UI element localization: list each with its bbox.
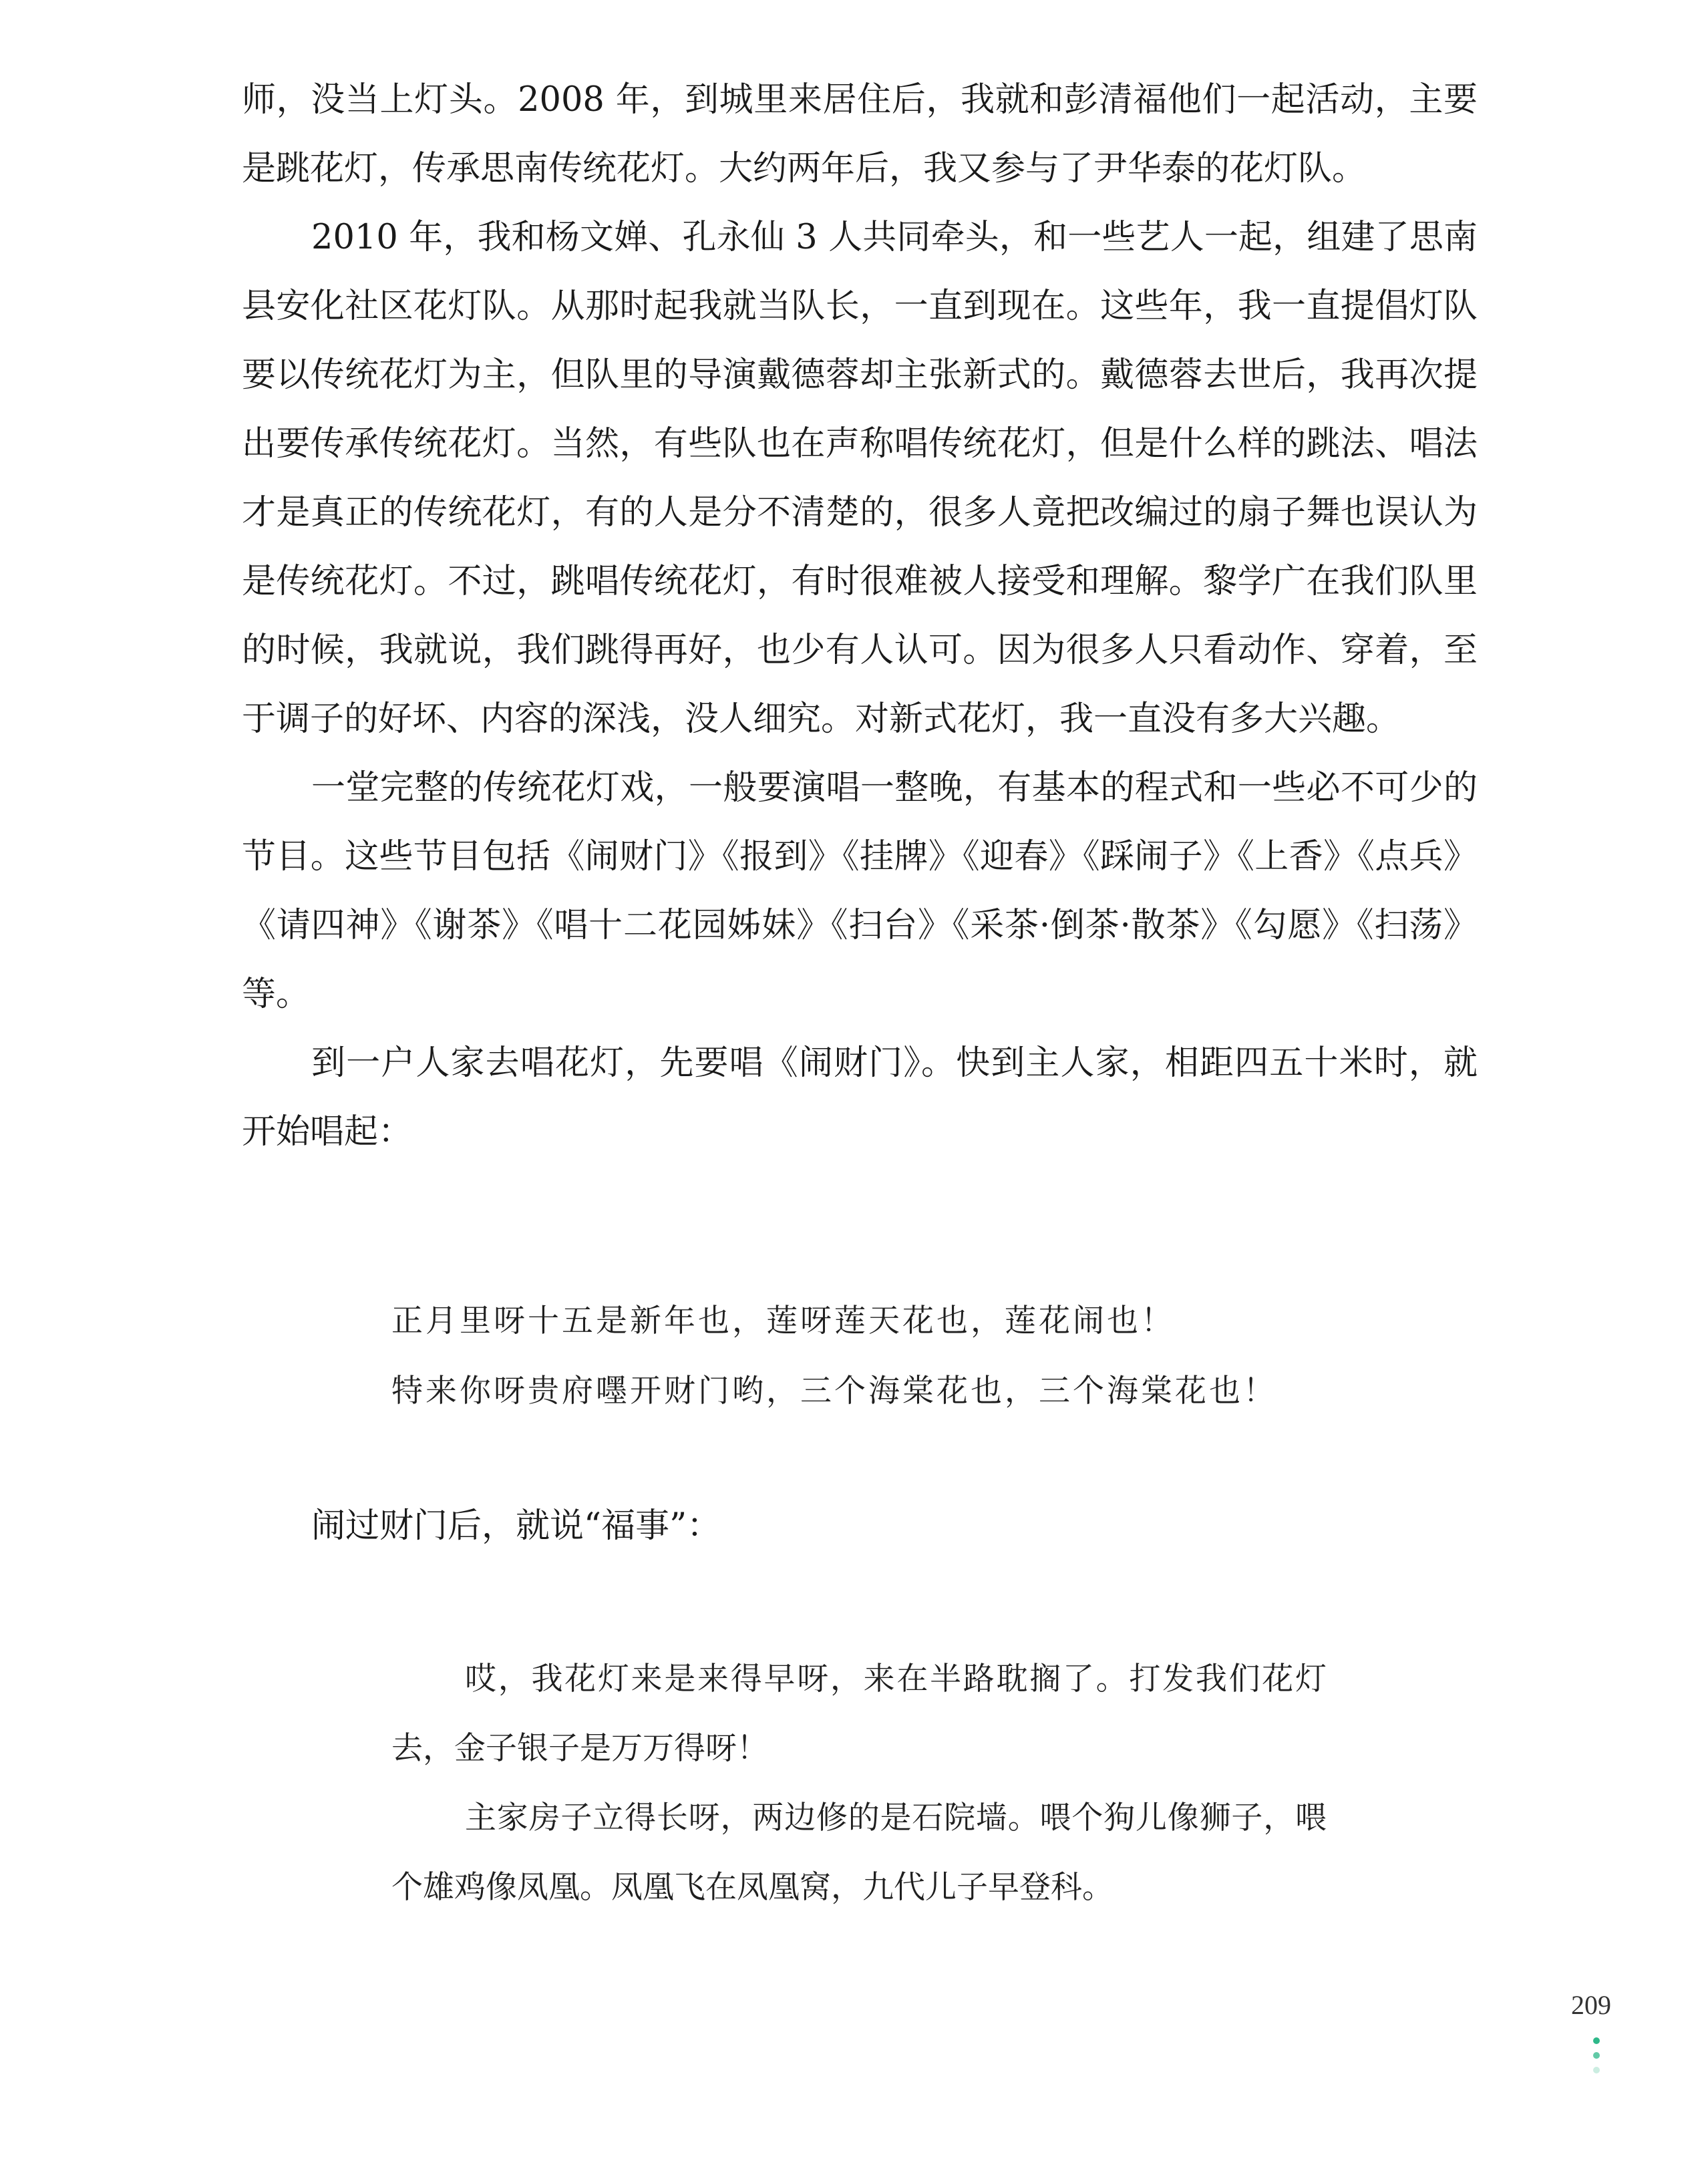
page-number: 209 — [1571, 1990, 1611, 2020]
paragraph: 2010 年，我和杨文婵、孔永仙 3 人共同牵头，和一些艺人一起，组建了思南县安化社区花灯队。从那时起我就当队长，一直到现在。这些年，我一直提倡灯队要以传统花灯为主，但队里的导演戴德蓉却主张新式的。戴德蓉去世后，我再次提出要传承传统花灯。当然，有些队也在声称唱传统花灯，但是什么样的跳法、唱法才是真正的传统花灯，有的人是分不清楚的，很多人竟把改编过的扇子舞也误认为是传统花灯。不过，跳唱传统花灯，有时很难被人接受和理解。黎学广在我们队里的时候，我就说，我们跳得再好，也少有人认可。因为很多人只看动作、穿着，至于调子的好坏、内容的深浅，没人细究。对新式花灯，我一直没有多大兴趣。 — [242, 218, 1478, 739]
paragraph: 到一户人家去唱花灯，先要唱《闹财门》。快到主人家，相距四五十米时，就开始唱起： — [242, 1043, 1478, 1152]
paragraph-continued: 师，没当上灯头。2008 年，到城里来居住后，我就和彭清福他们一起活动，主要是跳花灯，传承思南传统花灯。大约两年后，我又参与了尹华泰的花灯队。 — [242, 80, 1478, 188]
lyric-line: 特来你呀贵府嚜开财门哟，三个海棠花也，三个海棠花也！ — [391, 1373, 1277, 1409]
verse-paragraph: 哎，我花灯来是来得早呀，来在半路耽搁了。打发我们花灯去，金子银子是万万得呀！ — [391, 1661, 1327, 1767]
paragraph: 一堂完整的传统花灯戏，一般要演唱一整晚，有基本的程式和一些必不可少的节目。这些节目包括《闹财门》《报到》《挂牌》《迎春》《踩闹子》《上香》《点兵》《请四神》《谢茶》《唱十二花园姊妹》《扫台》《采茶·倒茶·散茶》《勾愿》《扫荡》等。 — [242, 768, 1478, 1014]
verse-block — [391, 1645, 1327, 1922]
verse-paragraph: 主家房子立得长呀，两边修的是石院墙。喂个狗儿像狮子，喂个雄鸡像凤凰。凤凰飞在凤凰窝，九代儿子早登科。 — [391, 1800, 1327, 1906]
decorative-dot-icon — [1593, 2067, 1600, 2073]
narration-line: 闹过财门后，就说“福事”： — [311, 1506, 721, 1546]
body-text — [242, 65, 1478, 1166]
decorative-dot-icon — [1593, 2052, 1600, 2059]
lyric-line: 正月里呀十五是新年也，莲呀莲天花也，莲花闹也！ — [391, 1303, 1175, 1339]
decorative-dot-icon — [1593, 2037, 1600, 2044]
